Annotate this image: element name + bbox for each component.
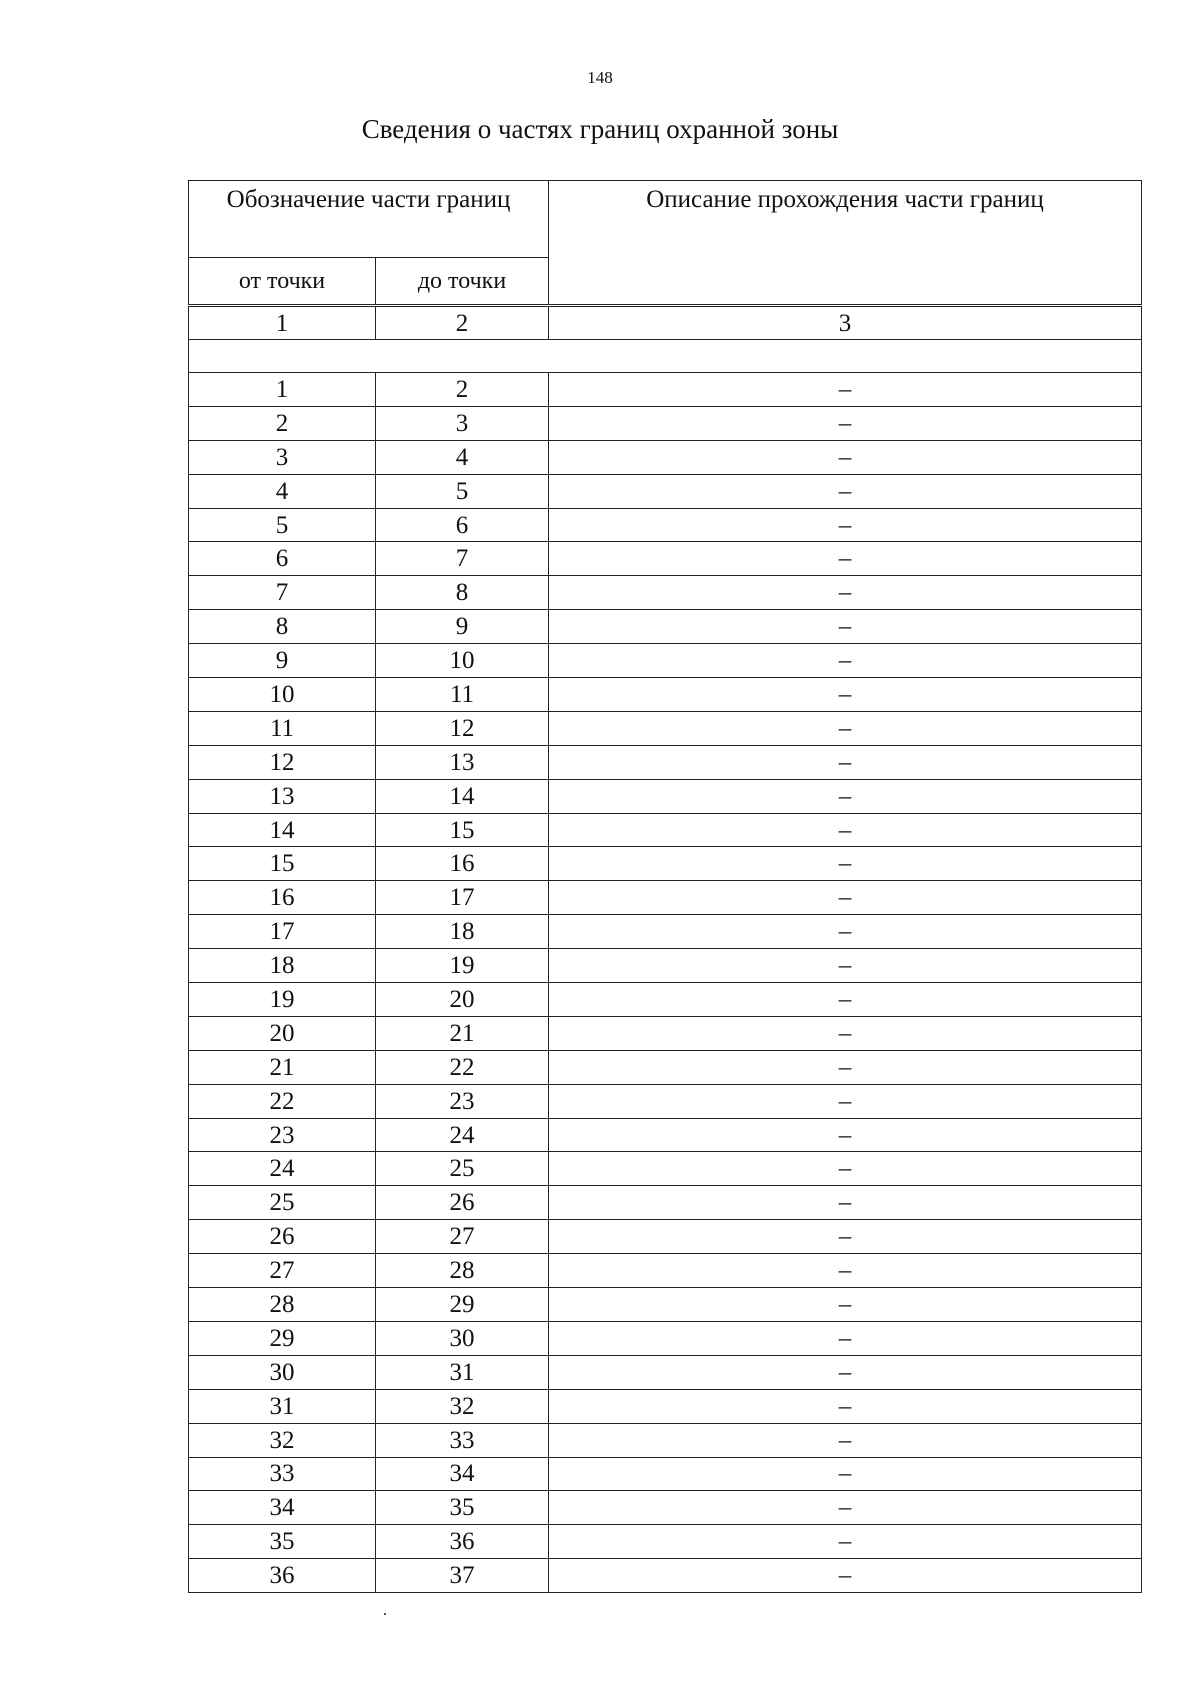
- from-point-cell: 21: [189, 1050, 376, 1084]
- description-cell: –: [549, 508, 1142, 542]
- to-point-cell: 7: [376, 542, 549, 576]
- to-point-cell: 9: [376, 610, 549, 644]
- from-point-cell: 10: [189, 678, 376, 712]
- description-cell: –: [549, 1559, 1142, 1593]
- table-row: [189, 610, 1142, 644]
- description-cell: –: [549, 915, 1142, 949]
- to-point-cell: 34: [376, 1457, 549, 1491]
- table-row: [189, 1118, 1142, 1152]
- description-cell: –: [549, 1084, 1142, 1118]
- to-point-cell: 6: [376, 508, 549, 542]
- description-cell: –: [549, 1254, 1142, 1288]
- description-cell: –: [549, 745, 1142, 779]
- table-row: [189, 644, 1142, 678]
- table-row: [189, 745, 1142, 779]
- from-point-cell: 25: [189, 1186, 376, 1220]
- table-row: [189, 576, 1142, 610]
- to-point-cell: 33: [376, 1423, 549, 1457]
- to-point-cell: 23: [376, 1084, 549, 1118]
- from-point-cell: 24: [189, 1152, 376, 1186]
- table-row: [189, 373, 1142, 407]
- to-point-cell: 4: [376, 440, 549, 474]
- to-point-cell: 29: [376, 1288, 549, 1322]
- table-row: [189, 1559, 1142, 1593]
- to-point-cell: 15: [376, 813, 549, 847]
- table-row: [189, 1050, 1142, 1084]
- column-number: 1: [189, 306, 376, 340]
- description-cell: –: [549, 1321, 1142, 1355]
- table-row: [189, 1525, 1142, 1559]
- boundary-table: [188, 180, 1142, 1593]
- table-row: [189, 1288, 1142, 1322]
- from-point-cell: 1: [189, 373, 376, 407]
- to-point-cell: 24: [376, 1118, 549, 1152]
- table-row: [189, 881, 1142, 915]
- table-row: [189, 915, 1142, 949]
- description-cell: –: [549, 1525, 1142, 1559]
- description-cell: –: [549, 1457, 1142, 1491]
- table-row: [189, 711, 1142, 745]
- column-number: 2: [376, 306, 549, 340]
- table-row: [189, 1389, 1142, 1423]
- description-cell: –: [549, 1355, 1142, 1389]
- table-row: [189, 1355, 1142, 1389]
- from-point-cell: 32: [189, 1423, 376, 1457]
- document-title: Сведения о частях границ охранной зоны: [361, 114, 839, 144]
- to-point-cell: 22: [376, 1050, 549, 1084]
- header-designation: Обозначение части границ: [189, 181, 549, 258]
- header-from-point: от точки: [189, 258, 376, 306]
- to-point-cell: 21: [376, 1016, 549, 1050]
- from-point-cell: 13: [189, 779, 376, 813]
- to-point-cell: 8: [376, 576, 549, 610]
- to-point-cell: 25: [376, 1152, 549, 1186]
- to-point-cell: 19: [376, 949, 549, 983]
- description-cell: –: [549, 406, 1142, 440]
- to-point-cell: 18: [376, 915, 549, 949]
- from-point-cell: 34: [189, 1491, 376, 1525]
- to-point-cell: 28: [376, 1254, 549, 1288]
- header-description: Описание прохождения части границ: [549, 181, 1142, 306]
- description-cell: –: [549, 779, 1142, 813]
- to-point-cell: 11: [376, 678, 549, 712]
- description-cell: –: [549, 542, 1142, 576]
- blank-cell: [189, 340, 1142, 373]
- header-to-point: до точки: [376, 258, 549, 306]
- description-cell: –: [549, 1220, 1142, 1254]
- table-row: [189, 1457, 1142, 1491]
- to-point-cell: 26: [376, 1186, 549, 1220]
- to-point-cell: 13: [376, 745, 549, 779]
- table-row: [189, 779, 1142, 813]
- table-row: [189, 474, 1142, 508]
- column-number: 3: [549, 306, 1142, 340]
- description-cell: –: [549, 949, 1142, 983]
- to-point-cell: 31: [376, 1355, 549, 1389]
- table-row: [189, 1016, 1142, 1050]
- table-body: [189, 181, 1142, 1593]
- from-point-cell: 26: [189, 1220, 376, 1254]
- table-row: [189, 949, 1142, 983]
- to-point-cell: 17: [376, 881, 549, 915]
- from-point-cell: 28: [189, 1288, 376, 1322]
- table-row: [189, 508, 1142, 542]
- to-point-cell: 36: [376, 1525, 549, 1559]
- table-row: [189, 1220, 1142, 1254]
- from-point-cell: 33: [189, 1457, 376, 1491]
- table-row: [189, 1423, 1142, 1457]
- from-point-cell: 9: [189, 644, 376, 678]
- description-cell: –: [549, 1016, 1142, 1050]
- description-cell: –: [549, 1186, 1142, 1220]
- table-row: [189, 1152, 1142, 1186]
- description-cell: –: [549, 474, 1142, 508]
- description-cell: –: [549, 1491, 1142, 1525]
- from-point-cell: 18: [189, 949, 376, 983]
- table-row: [189, 813, 1142, 847]
- description-cell: –: [549, 1152, 1142, 1186]
- from-point-cell: 29: [189, 1321, 376, 1355]
- to-point-cell: 20: [376, 983, 549, 1017]
- description-cell: –: [549, 847, 1142, 881]
- table-row: [189, 983, 1142, 1017]
- to-point-cell: 27: [376, 1220, 549, 1254]
- page-number: 148: [587, 68, 613, 87]
- table-row: [189, 1084, 1142, 1118]
- from-point-cell: 20: [189, 1016, 376, 1050]
- description-cell: –: [549, 1288, 1142, 1322]
- description-cell: –: [549, 881, 1142, 915]
- from-point-cell: 16: [189, 881, 376, 915]
- header-row: [189, 181, 1142, 258]
- description-cell: –: [549, 1118, 1142, 1152]
- from-point-cell: 22: [189, 1084, 376, 1118]
- table-row: [189, 1321, 1142, 1355]
- from-point-cell: 2: [189, 406, 376, 440]
- description-cell: –: [549, 373, 1142, 407]
- table-row: [189, 1254, 1142, 1288]
- description-cell: –: [549, 678, 1142, 712]
- from-point-cell: 19: [189, 983, 376, 1017]
- table-row: [189, 542, 1142, 576]
- table-row: [189, 678, 1142, 712]
- blank-row: [189, 340, 1142, 373]
- to-point-cell: 10: [376, 644, 549, 678]
- scan-speck: [384, 1613, 386, 1615]
- description-cell: –: [549, 1050, 1142, 1084]
- to-point-cell: 12: [376, 711, 549, 745]
- to-point-cell: 3: [376, 406, 549, 440]
- from-point-cell: 4: [189, 474, 376, 508]
- description-cell: –: [549, 576, 1142, 610]
- to-point-cell: 14: [376, 779, 549, 813]
- description-cell: –: [549, 983, 1142, 1017]
- from-point-cell: 14: [189, 813, 376, 847]
- description-cell: –: [549, 440, 1142, 474]
- description-cell: –: [549, 610, 1142, 644]
- to-point-cell: 32: [376, 1389, 549, 1423]
- from-point-cell: 6: [189, 542, 376, 576]
- column-number-row: [189, 306, 1142, 340]
- from-point-cell: 30: [189, 1355, 376, 1389]
- from-point-cell: 5: [189, 508, 376, 542]
- to-point-cell: 16: [376, 847, 549, 881]
- from-point-cell: 11: [189, 711, 376, 745]
- to-point-cell: 30: [376, 1321, 549, 1355]
- to-point-cell: 5: [376, 474, 549, 508]
- from-point-cell: 12: [189, 745, 376, 779]
- table-row: [189, 847, 1142, 881]
- description-cell: –: [549, 1389, 1142, 1423]
- to-point-cell: 2: [376, 373, 549, 407]
- from-point-cell: 3: [189, 440, 376, 474]
- table-row: [189, 440, 1142, 474]
- table-row: [189, 406, 1142, 440]
- to-point-cell: 35: [376, 1491, 549, 1525]
- description-cell: –: [549, 813, 1142, 847]
- table-row: [189, 1491, 1142, 1525]
- from-point-cell: 31: [189, 1389, 376, 1423]
- from-point-cell: 36: [189, 1559, 376, 1593]
- from-point-cell: 27: [189, 1254, 376, 1288]
- description-cell: –: [549, 711, 1142, 745]
- to-point-cell: 37: [376, 1559, 549, 1593]
- from-point-cell: 15: [189, 847, 376, 881]
- from-point-cell: 23: [189, 1118, 376, 1152]
- from-point-cell: 7: [189, 576, 376, 610]
- description-cell: –: [549, 1423, 1142, 1457]
- from-point-cell: 8: [189, 610, 376, 644]
- from-point-cell: 17: [189, 915, 376, 949]
- from-point-cell: 35: [189, 1525, 376, 1559]
- description-cell: –: [549, 644, 1142, 678]
- table-row: [189, 1186, 1142, 1220]
